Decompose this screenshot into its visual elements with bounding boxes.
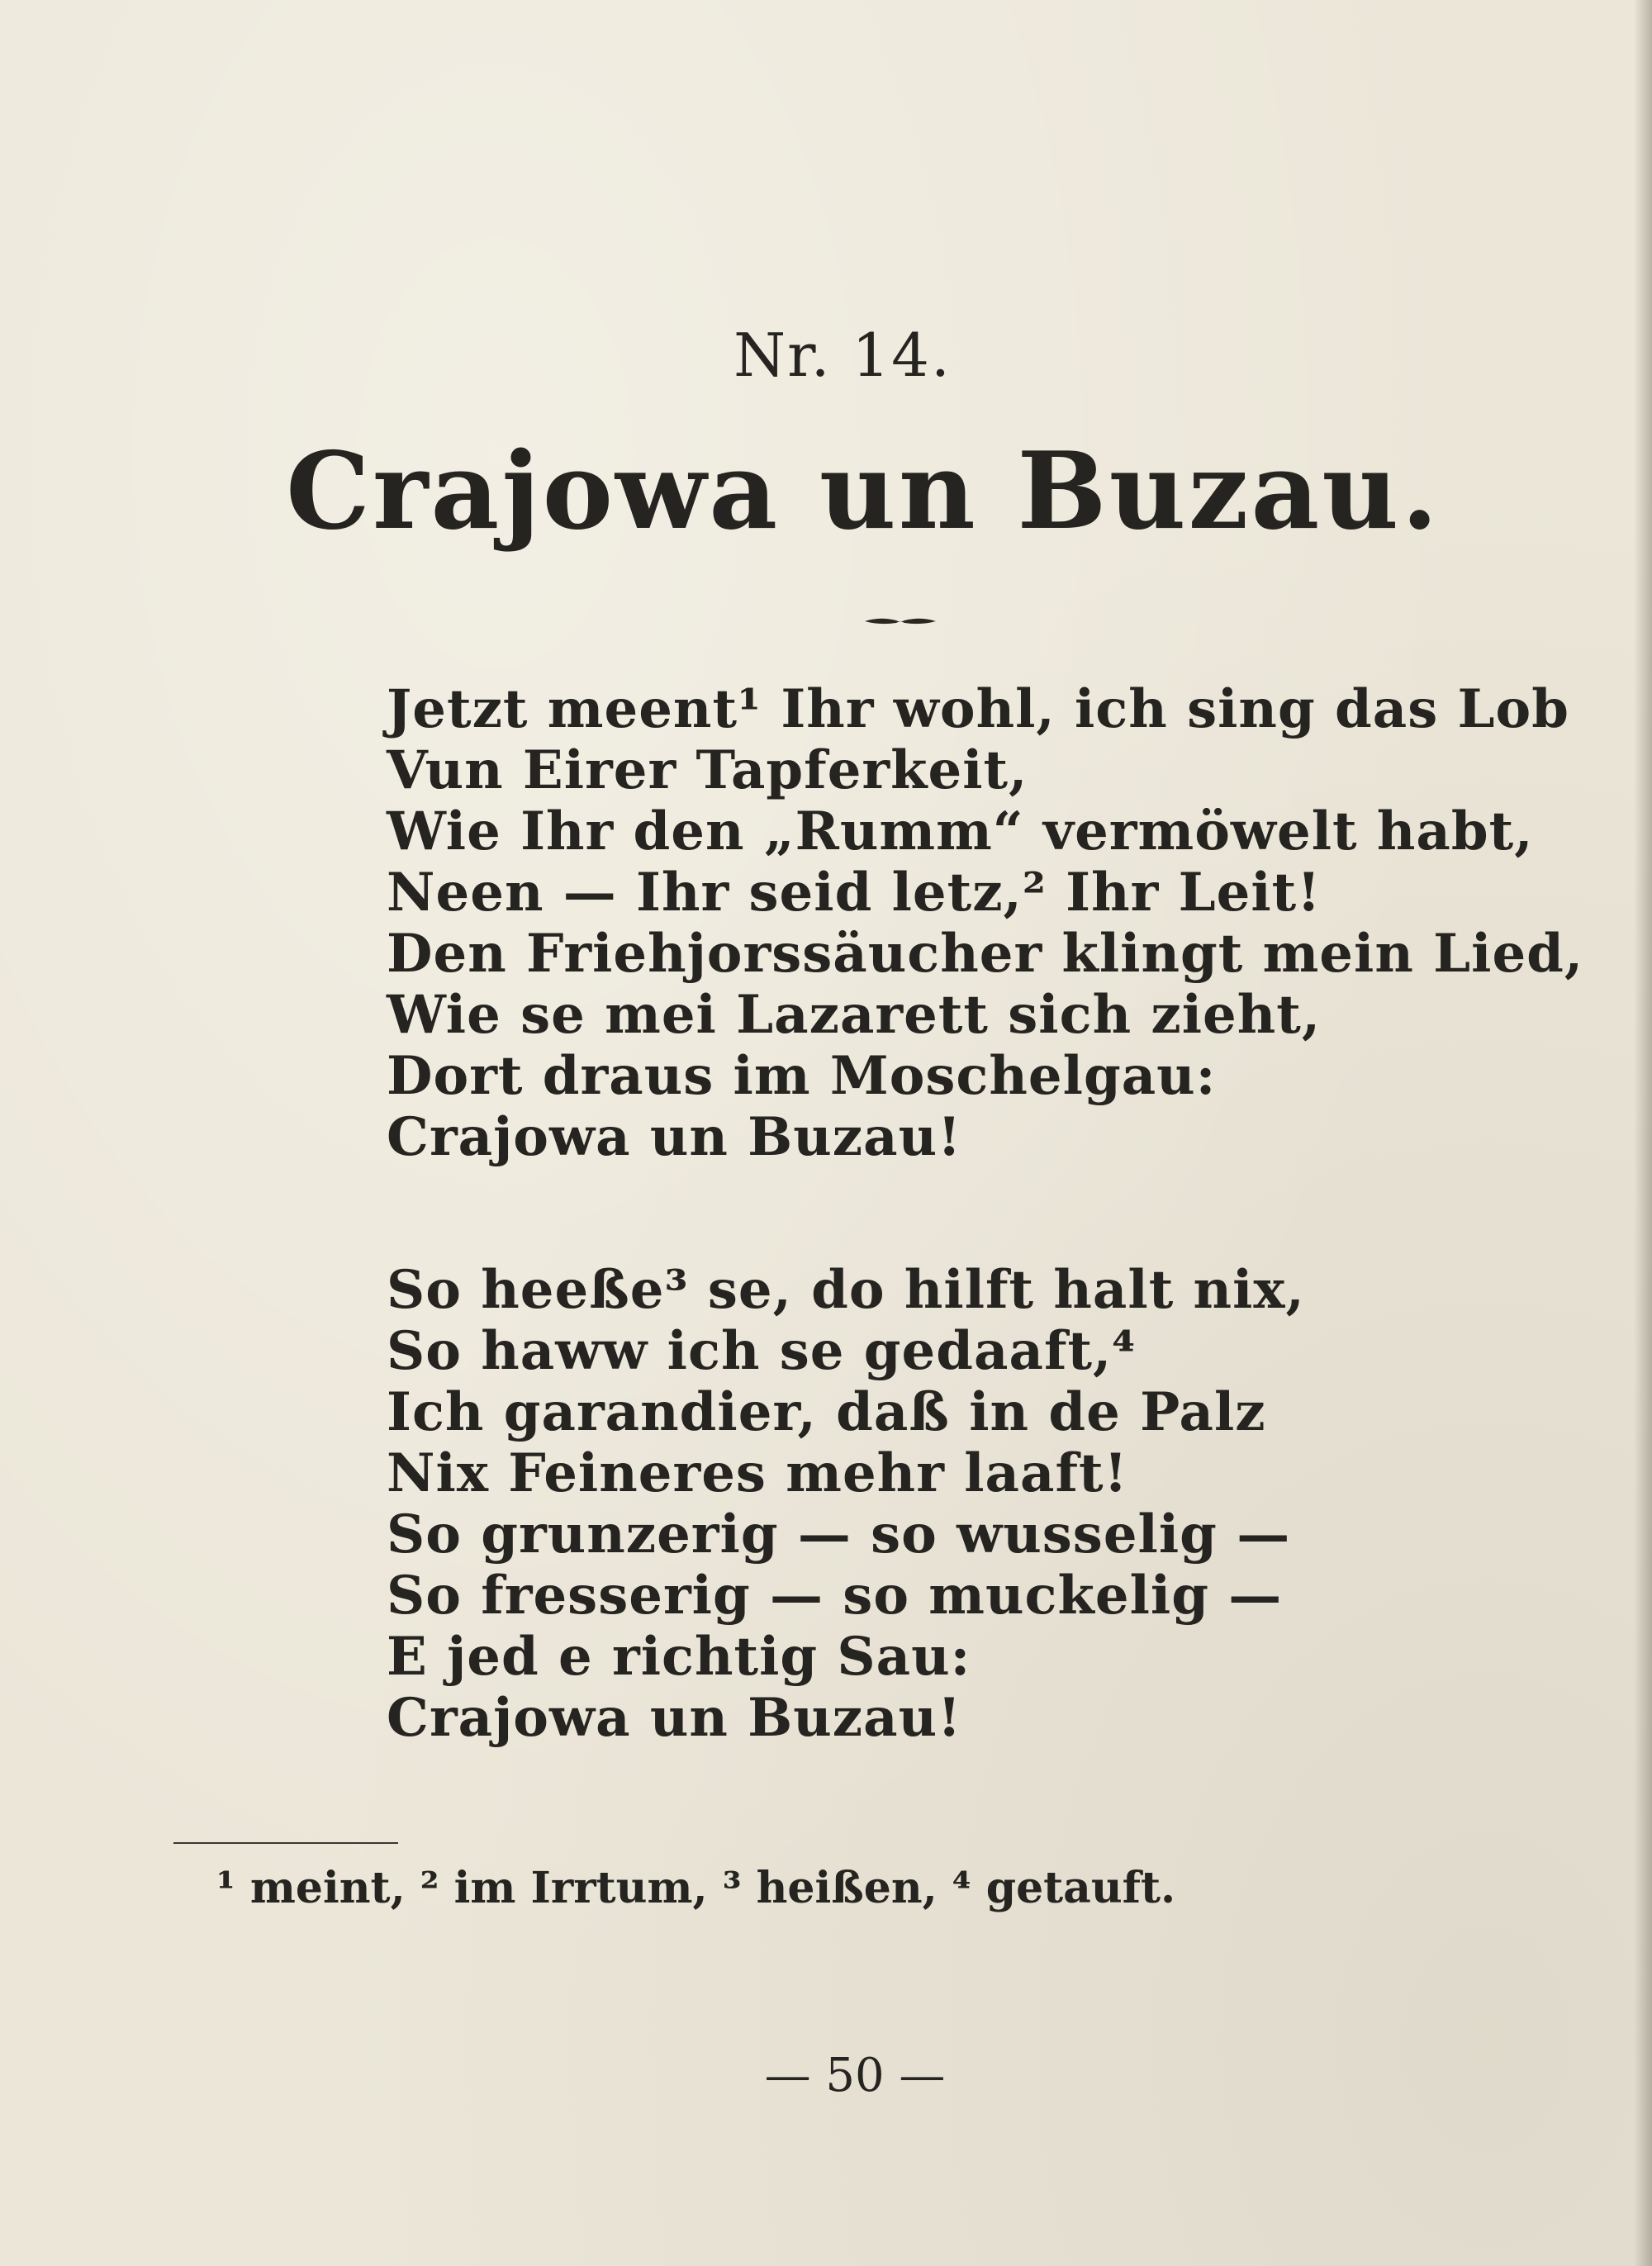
verse-line: Dort draus im Moschelgau: [387,1045,1217,1107]
verse-line: Neen — Ihr seid letz,² Ihr Leit! [387,862,1322,924]
footnotes: ¹ meint, ² im Irrtum, ³ heißen, ⁴ getauft. [216,1863,1176,1913]
verse-line: So grunzerig — so wusselig — [387,1504,1291,1565]
stanza-1 [387,678,1584,1168]
verse-line: So fresserig — so muckelig — [387,1565,1283,1627]
verse-line: Jetzt meent¹ Ihr wohl, ich sing das Lob [387,678,1569,740]
verse-line: Crajowa un Buzau! [387,1687,962,1749]
footnote-separator [173,1842,398,1844]
verse-line: Ich garandier, daß in de Palz [387,1381,1266,1443]
verse-line: Wie Ihr den „Rumm“ vermöwelt habt, [387,800,1534,862]
ornament-divider [863,615,938,627]
verse-line: Den Friehjorssäucher klingt mein Lied, [387,923,1584,985]
verse-line: Wie se mei Lazarett sich zieht, [387,984,1322,1046]
verse-line: Nix Feineres mehr laaft! [387,1442,1128,1504]
verse-line: Vun Eirer Tapferkeit, [387,739,1028,801]
poem-number: Nr. 14. [733,321,952,390]
verse-line: Crajowa un Buzau! [387,1106,962,1168]
verse-line: So heeße³ se, do hilft halt nix, [387,1259,1305,1321]
verse-line: E jed e richtig Sau: [387,1626,971,1688]
page-number: — 50 — [764,2049,946,2102]
stanza-2 [387,1260,1526,1749]
poem-title: Crajowa un Buzau. [286,430,1441,553]
verse-line: So haww ich se gedaaft,⁴ [387,1320,1137,1382]
